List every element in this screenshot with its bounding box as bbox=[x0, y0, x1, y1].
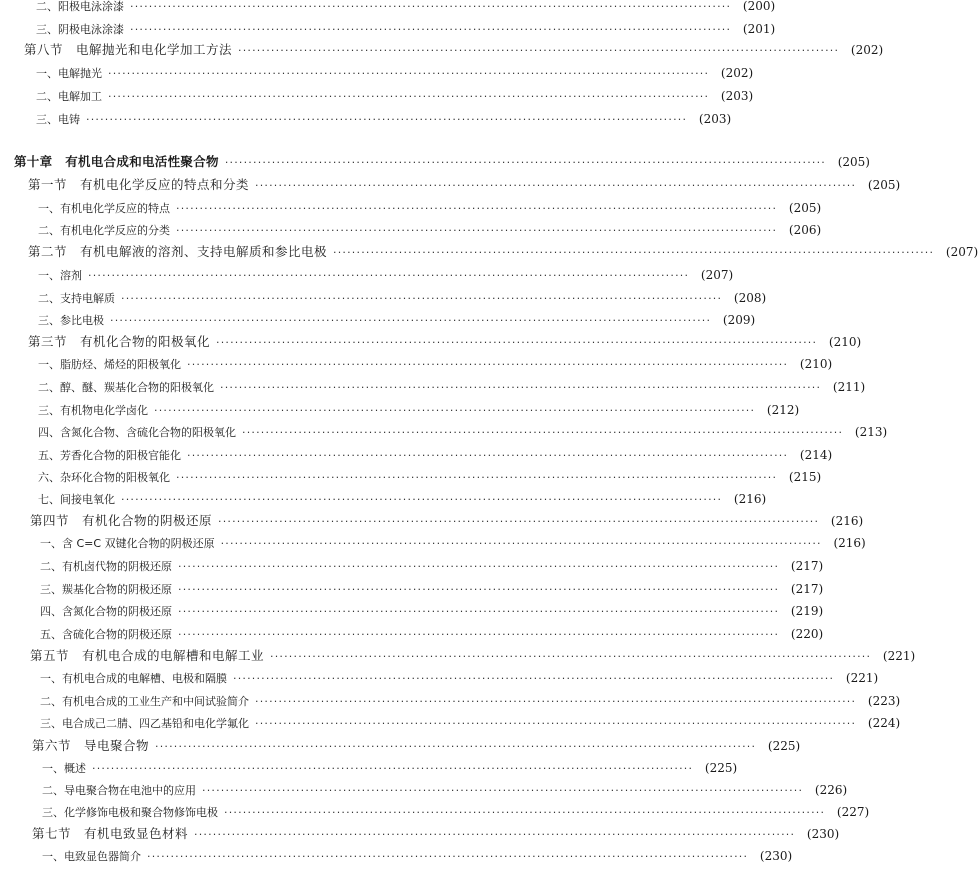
toc-item-label: 一、含 C=C 双键化合物的阴极还原 bbox=[40, 537, 215, 550]
toc-page-number: (202) bbox=[850, 43, 884, 57]
toc-page-number: (209) bbox=[722, 313, 756, 327]
toc-page-number: (216) bbox=[830, 514, 864, 528]
toc-page-number: (210) bbox=[828, 335, 862, 349]
dot-leader bbox=[86, 110, 687, 130]
dot-leader bbox=[225, 153, 826, 173]
toc-item-label: 二、导电聚合物在电池中的应用 bbox=[42, 784, 196, 797]
toc-section bbox=[0, 646, 916, 666]
toc-page-number: (207) bbox=[945, 245, 978, 259]
toc-item bbox=[0, 691, 901, 711]
dot-leader bbox=[147, 847, 748, 867]
toc-page-number: (217) bbox=[790, 559, 824, 573]
toc-item-label: 三、电铸 bbox=[36, 113, 80, 126]
toc-section-label: 第三节 有机化合物的阳极氧化 bbox=[28, 334, 211, 349]
toc-page-number: (205) bbox=[837, 155, 870, 169]
toc-item bbox=[0, 780, 848, 800]
toc-item-label: 三、化学修饰电极和聚合物修饰电极 bbox=[42, 806, 218, 819]
toc-page-number: (225) bbox=[767, 739, 801, 753]
dot-leader bbox=[154, 401, 755, 421]
dot-leader bbox=[130, 20, 731, 40]
toc-page-number: (223) bbox=[867, 694, 901, 708]
toc-page-number: (203) bbox=[720, 89, 754, 103]
dot-leader bbox=[221, 534, 822, 554]
toc-page-number: (220) bbox=[790, 627, 824, 641]
dot-leader bbox=[88, 266, 689, 286]
dot-leader bbox=[255, 176, 856, 196]
toc-item-label: 二、有机电合成的工业生产和中间试验简介 bbox=[40, 695, 249, 708]
toc-page-number: (212) bbox=[766, 403, 800, 417]
toc-page-number: (208) bbox=[733, 291, 767, 305]
toc-item bbox=[0, 556, 824, 576]
toc-item bbox=[0, 109, 732, 129]
toc-section bbox=[0, 175, 901, 195]
toc-item-label: 二、有机电化学反应的分类 bbox=[38, 224, 170, 237]
toc-item bbox=[0, 354, 833, 374]
dot-leader bbox=[178, 580, 779, 600]
toc-item bbox=[0, 489, 767, 509]
toc-page-number: (216) bbox=[833, 536, 866, 550]
dot-leader bbox=[333, 243, 934, 263]
dot-leader bbox=[224, 803, 825, 823]
toc-item bbox=[0, 310, 756, 330]
toc-page-number: (203) bbox=[698, 112, 732, 126]
toc-item bbox=[0, 624, 824, 644]
toc-section-label: 第七节 有机电致显色材料 bbox=[32, 826, 189, 841]
toc-page-number: (201) bbox=[742, 22, 776, 36]
toc-page-number: (205) bbox=[788, 201, 822, 215]
toc-page-number: (210) bbox=[799, 357, 833, 371]
dot-leader bbox=[176, 221, 777, 241]
toc-item-label: 二、阳极电泳涂漆 bbox=[36, 0, 124, 13]
dot-leader bbox=[108, 87, 709, 107]
toc-page-number: (230) bbox=[759, 849, 793, 863]
toc-item bbox=[0, 63, 754, 83]
toc-section-label: 第六节 导电聚合物 bbox=[32, 738, 150, 753]
dot-leader bbox=[233, 669, 834, 689]
dot-leader bbox=[121, 289, 722, 309]
dot-leader bbox=[238, 41, 839, 61]
toc-item bbox=[0, 19, 776, 39]
toc-item-label: 一、电解抛光 bbox=[36, 67, 102, 80]
toc-item bbox=[0, 0, 776, 16]
toc-section bbox=[0, 511, 864, 531]
toc-item bbox=[0, 713, 901, 733]
toc-item-label: 二、支持电解质 bbox=[38, 292, 115, 305]
toc-item-label: 三、电合成己二腈、四乙基铅和电化学氟化 bbox=[40, 717, 249, 730]
toc-section-label: 第四节 有机化合物的阴极还原 bbox=[30, 513, 213, 528]
toc-page-number: (200) bbox=[742, 0, 776, 13]
dot-leader bbox=[155, 737, 756, 757]
toc-item bbox=[0, 579, 824, 599]
toc-section bbox=[0, 40, 884, 60]
toc-chapter bbox=[0, 152, 870, 172]
dot-leader bbox=[178, 602, 779, 622]
toc-item bbox=[0, 467, 822, 487]
dot-leader bbox=[270, 647, 871, 667]
toc-item-label: 一、概述 bbox=[42, 762, 86, 775]
dot-leader bbox=[255, 692, 856, 712]
toc-item-label: 二、电解加工 bbox=[36, 90, 102, 103]
dot-leader bbox=[202, 781, 803, 801]
toc-page-number: (226) bbox=[814, 783, 848, 797]
toc-page-number: (225) bbox=[704, 761, 738, 775]
toc-item bbox=[0, 668, 879, 688]
toc-item-label: 六、杂环化合物的阳极氧化 bbox=[38, 471, 170, 484]
dot-leader bbox=[108, 64, 709, 84]
dot-leader bbox=[194, 825, 795, 845]
toc-page-number: (221) bbox=[882, 649, 916, 663]
toc-page-number: (230) bbox=[806, 827, 840, 841]
dot-leader bbox=[178, 557, 779, 577]
toc-page-number: (213) bbox=[854, 425, 888, 439]
toc-section-label: 第二节 有机电解液的溶剂、支持电解质和参比电极 bbox=[28, 244, 328, 259]
toc-item bbox=[0, 422, 888, 442]
toc-item-label: 二、醇、醚、羰基化合物的阳极氧化 bbox=[38, 381, 214, 394]
toc-item-label: 一、脂肪烃、烯烃的阳极氧化 bbox=[38, 358, 181, 371]
toc-item-label: 五、芳香化合物的阳极官能化 bbox=[38, 449, 181, 462]
toc-item bbox=[0, 377, 866, 397]
toc-page-number: (227) bbox=[836, 805, 870, 819]
toc-section bbox=[0, 242, 978, 262]
toc-item bbox=[0, 601, 824, 621]
toc-item bbox=[0, 533, 866, 553]
dot-leader bbox=[242, 423, 843, 443]
toc-page-number: (224) bbox=[867, 716, 901, 730]
toc-item bbox=[0, 445, 833, 465]
toc-page-number: (221) bbox=[845, 671, 879, 685]
toc-item bbox=[0, 802, 870, 822]
toc-section-label: 第一节 有机电化学反应的特点和分类 bbox=[28, 177, 250, 192]
toc-item bbox=[0, 288, 767, 308]
toc-page-number: (219) bbox=[790, 604, 824, 618]
toc-page-number: (214) bbox=[799, 448, 833, 462]
toc-item-label: 一、溶剂 bbox=[38, 269, 82, 282]
dot-leader bbox=[130, 0, 731, 17]
toc-item-label: 四、含氮化合物的阴极还原 bbox=[40, 605, 172, 618]
toc-chapter-label: 第十章 有机电合成和电活性聚合物 bbox=[14, 154, 219, 169]
dot-leader bbox=[178, 625, 779, 645]
toc-page-number: (205) bbox=[867, 178, 901, 192]
dot-leader bbox=[187, 355, 788, 375]
dot-leader bbox=[176, 199, 777, 219]
toc-item bbox=[0, 265, 734, 285]
toc-page-number: (217) bbox=[790, 582, 824, 596]
toc-section bbox=[0, 736, 801, 756]
toc-item-label: 三、羰基化合物的阴极还原 bbox=[40, 583, 172, 596]
dot-leader bbox=[92, 759, 693, 779]
toc-item-label: 三、阴极电泳涂漆 bbox=[36, 23, 124, 36]
toc-section-label: 第八节 电解抛光和电化学加工方法 bbox=[24, 42, 233, 57]
toc-item-label: 二、有机卤代物的阴极还原 bbox=[40, 560, 172, 573]
toc-item-label: 四、含氮化合物、含硫化合物的阳极氧化 bbox=[38, 426, 236, 439]
toc-item-label: 一、有机电合成的电解槽、电极和隔膜 bbox=[40, 672, 227, 685]
dot-leader bbox=[220, 378, 821, 398]
dot-leader bbox=[218, 512, 819, 532]
toc-item bbox=[0, 86, 754, 106]
dot-leader bbox=[110, 311, 711, 331]
toc-item bbox=[0, 758, 738, 778]
toc-page-number: (207) bbox=[700, 268, 734, 282]
toc-section bbox=[0, 824, 840, 844]
toc-item bbox=[0, 400, 800, 420]
toc-page-number: (206) bbox=[788, 223, 822, 237]
dot-leader bbox=[187, 446, 788, 466]
toc-item-label: 七、间接电氧化 bbox=[38, 493, 115, 506]
toc-page-number: (216) bbox=[733, 492, 767, 506]
dot-leader bbox=[216, 333, 817, 353]
toc-item-label: 一、有机电化学反应的特点 bbox=[38, 202, 170, 215]
toc-page-number: (215) bbox=[788, 470, 822, 484]
dot-leader bbox=[121, 490, 722, 510]
toc-item bbox=[0, 846, 793, 866]
toc-item-label: 一、电致显色器简介 bbox=[42, 850, 141, 863]
toc-item bbox=[0, 198, 822, 218]
toc-page-number: (211) bbox=[832, 380, 866, 394]
toc-section-label: 第五节 有机电合成的电解槽和电解工业 bbox=[30, 648, 265, 663]
toc-page-number: (202) bbox=[720, 66, 754, 80]
dot-leader bbox=[176, 468, 777, 488]
dot-leader bbox=[255, 714, 856, 734]
toc-item-label: 三、有机物电化学卤化 bbox=[38, 404, 148, 417]
toc-item bbox=[0, 220, 822, 240]
toc-item-label: 五、含硫化合物的阴极还原 bbox=[40, 628, 172, 641]
toc-section bbox=[0, 332, 862, 352]
toc-item-label: 三、参比电极 bbox=[38, 314, 104, 327]
